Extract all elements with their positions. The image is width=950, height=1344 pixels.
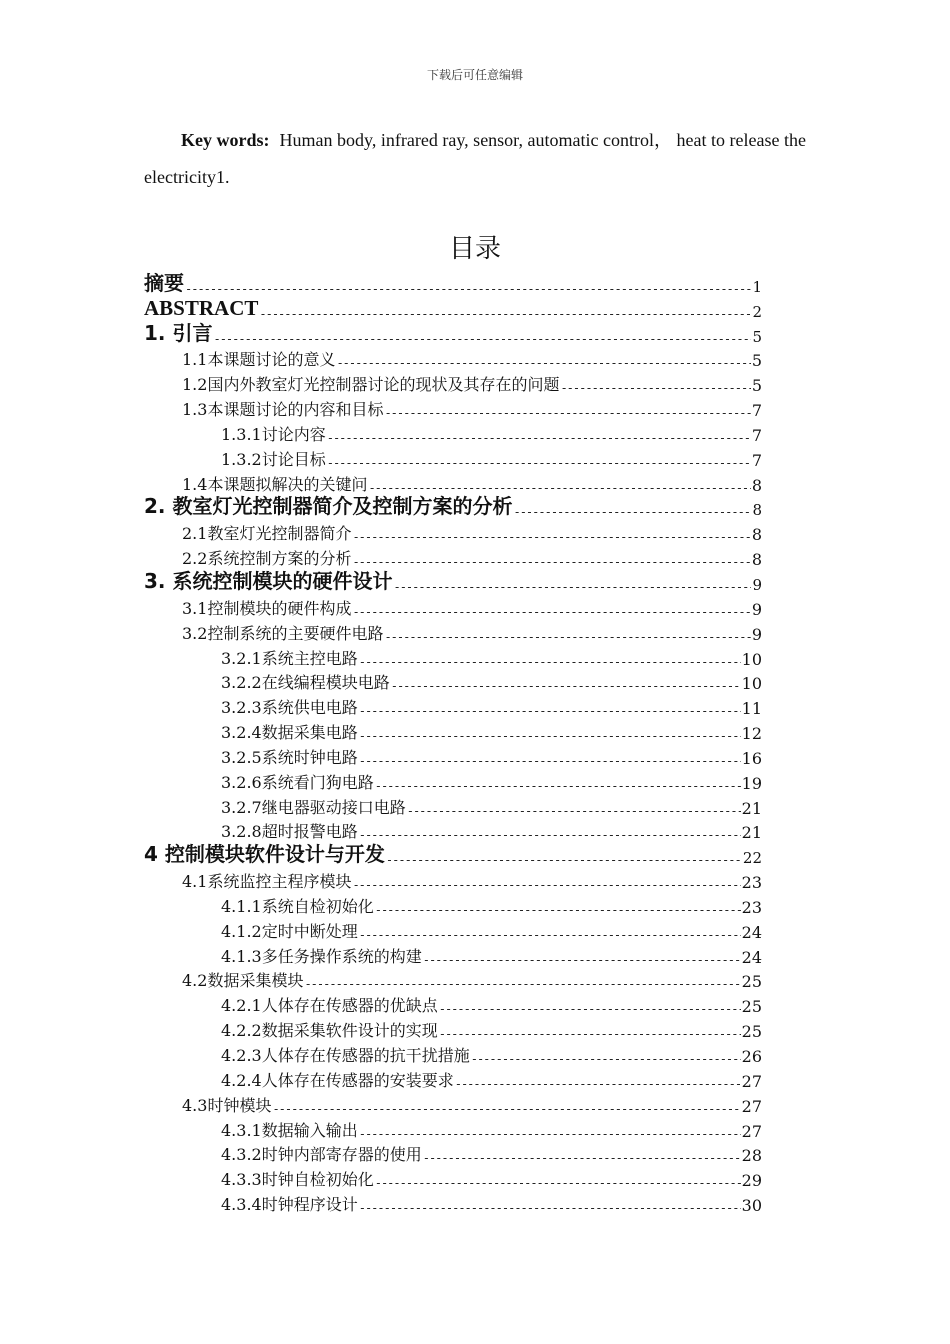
toc-entry-label: 1.1本课题讨论的意义 — [182, 350, 336, 370]
toc-entry-label: 1. 引言 — [144, 320, 213, 345]
toc-entry[interactable] — [144, 842, 762, 867]
toc-entry[interactable] — [144, 644, 762, 669]
toc-leader — [359, 754, 741, 768]
toc-entry-label: 4.3.4时钟程序设计 — [221, 1195, 358, 1215]
toc-entry-label: 3.2.7继电器驱动接口电路 — [221, 797, 406, 817]
toc-entry[interactable] — [144, 693, 762, 718]
toc-entry-label: 4.3.1数据输入输出 — [221, 1120, 358, 1140]
toc-entry-page: 16 — [741, 748, 762, 768]
toc-entry-label: 3.2.3系统供电电路 — [221, 698, 358, 718]
toc-entry-page: 25 — [741, 972, 762, 992]
page-header: 下载后可任意编辑 — [426, 68, 523, 82]
toc-entry[interactable] — [144, 793, 762, 818]
toc-entry-label: 2.1教室灯光控制器简介 — [182, 524, 352, 544]
toc-entry-page: 29 — [741, 1171, 762, 1191]
toc-entry-label: 1.3.1讨论内容 — [221, 424, 326, 444]
toc-entry[interactable] — [144, 967, 762, 992]
toc-entry-page: 25 — [741, 997, 762, 1017]
toc-entry[interactable] — [144, 917, 762, 942]
toc-leader — [336, 356, 750, 370]
toc-entry[interactable] — [144, 619, 762, 644]
toc-entry[interactable] — [144, 867, 762, 892]
toc-leader — [375, 903, 741, 917]
toc-leader — [352, 530, 750, 544]
toc-entry-page: 25 — [741, 1022, 762, 1042]
toc-leader — [359, 1201, 741, 1215]
toc-leader — [359, 1127, 741, 1141]
toc-entry-page: 5 — [752, 327, 762, 346]
toc-leader — [439, 1027, 741, 1041]
toc-entry-label: 摘要 — [144, 271, 184, 295]
toc-leader — [185, 282, 751, 296]
toc-leader — [359, 729, 741, 743]
toc-leader — [368, 481, 750, 495]
toc-leader — [384, 630, 750, 644]
toc-leader — [560, 381, 750, 395]
toc-entry[interactable] — [144, 669, 762, 694]
toc-entry[interactable] — [144, 1165, 762, 1190]
toc-entry[interactable] — [144, 1041, 762, 1066]
toc-entry-page: 28 — [741, 1146, 762, 1166]
toc-leader — [455, 1077, 741, 1091]
toc-entry-label: 4.2.1人体存在传感器的优缺点 — [221, 996, 438, 1016]
toc-entry[interactable] — [144, 519, 762, 544]
toc-entry-page: 7 — [751, 450, 762, 470]
toc-leader — [359, 704, 741, 718]
toc-entry-label: 4.2.3人体存在传感器的抗干扰措施 — [221, 1046, 470, 1065]
toc-entry[interactable] — [144, 544, 762, 569]
keywords-text: Human body, infrared ray, sensor, automatic control， heat to release the electricity1. — [144, 130, 806, 187]
toc-title: 目录 — [448, 234, 501, 264]
toc-entry[interactable] — [144, 991, 762, 1016]
toc-entry-label: 4.2.4人体存在传感器的安装要求 — [221, 1070, 454, 1090]
toc-entry-label: 1.3.2讨论目标 — [221, 449, 326, 469]
toc-entry-page: 8 — [751, 475, 762, 495]
toc-entry-page: 27 — [741, 1071, 762, 1091]
toc-entry-label: 3.2.2在线编程模块电路 — [221, 673, 390, 693]
toc-entry-page: 8 — [751, 525, 762, 545]
toc-entry[interactable] — [144, 594, 762, 619]
toc-leader — [352, 878, 740, 892]
toc-leader — [304, 977, 740, 991]
toc-leader — [352, 555, 750, 569]
toc-leader — [359, 828, 741, 842]
toc-entry-page: 26 — [741, 1047, 762, 1066]
toc-entry-label: 4.1.1系统自检初始化 — [221, 896, 374, 916]
toc-entry[interactable] — [144, 818, 762, 843]
toc-entry-label: 4.3时钟模块 — [182, 1095, 272, 1115]
toc-entry-label: 4 控制模块软件设计与开发 — [144, 842, 385, 867]
toc-leader — [352, 605, 750, 619]
toc-entry-label: 4.1.3多任务操作系统的构建 — [221, 946, 422, 966]
toc-leader — [213, 332, 751, 346]
toc-entry-label: 4.3.3时钟自检初始化 — [221, 1170, 374, 1190]
toc-entry-page: 23 — [741, 873, 762, 893]
toc-entry-label: 4.2数据采集模块 — [182, 971, 304, 991]
toc-leader — [423, 953, 741, 967]
toc-entry-label: 2.2系统控制方案的分析 — [182, 549, 352, 569]
toc-entry[interactable] — [144, 495, 762, 520]
toc-leader — [513, 505, 751, 519]
toc-entry-label: 3. 系统控制模块的硬件设计 — [144, 569, 393, 593]
toc-entry[interactable] — [144, 718, 762, 743]
toc-entry[interactable] — [144, 321, 762, 346]
toc-entry-page: 7 — [751, 401, 762, 421]
toc-entry-page: 27 — [741, 1121, 762, 1141]
toc-entry-label: 3.2控制系统的主要硬件电路 — [182, 623, 384, 643]
keywords-paragraph — [144, 122, 806, 196]
toc-entry-page: 5 — [751, 351, 762, 371]
toc-entry-label: ABSTRACT — [144, 295, 259, 320]
toc-entry-label: 1.4本课题拟解决的关键问 — [182, 474, 368, 494]
toc-entry-label: 3.1控制模块的硬件构成 — [182, 598, 352, 618]
toc-leader — [407, 804, 741, 818]
table-of-contents — [144, 271, 762, 1215]
toc-leader — [391, 679, 741, 693]
toc-entry-label: 3.2.4数据采集电路 — [221, 723, 358, 743]
toc-leader — [386, 853, 742, 867]
toc-entry-label: 3.2.1系统主控电路 — [221, 648, 358, 668]
toc-entry[interactable] — [144, 1190, 762, 1215]
toc-leader — [375, 1176, 741, 1190]
toc-entry-page: 10 — [741, 674, 762, 694]
toc-entry[interactable] — [144, 271, 762, 296]
toc-leader — [423, 1151, 741, 1165]
toc-leader — [359, 655, 741, 669]
toc-entry-label: 4.1系统监控主程序模块 — [182, 872, 352, 892]
toc-leader — [259, 307, 751, 321]
toc-entry-page: 22 — [742, 849, 762, 868]
toc-entry[interactable] — [144, 1091, 762, 1116]
toc-entry-label: 3.2.5系统时钟电路 — [221, 747, 358, 767]
toc-entry-page: 30 — [741, 1196, 762, 1216]
toc-entry-page: 8 — [752, 501, 762, 520]
toc-entry-page: 8 — [751, 550, 762, 570]
toc-entry[interactable] — [144, 1016, 762, 1041]
toc-leader — [327, 431, 751, 445]
toc-entry-page: 2 — [752, 302, 762, 321]
toc-entry[interactable] — [144, 743, 762, 768]
toc-entry[interactable] — [144, 1141, 762, 1166]
toc-entry-label: 4.3.2时钟内部寄存器的使用 — [221, 1145, 422, 1165]
toc-leader — [393, 580, 751, 594]
toc-entry-page: 23 — [741, 897, 762, 917]
toc-entry-page: 24 — [741, 947, 762, 967]
toc-entry[interactable] — [144, 395, 762, 420]
toc-entry-page: 10 — [741, 649, 762, 669]
toc-entry-page: 5 — [751, 376, 762, 396]
toc-leader — [327, 456, 751, 470]
toc-entry-page: 9 — [751, 624, 762, 644]
toc-entry-label: 2. 教室灯光控制器简介及控制方案的分析 — [144, 494, 513, 519]
toc-leader — [439, 1002, 741, 1016]
toc-entry-page: 7 — [751, 425, 762, 445]
toc-leader — [272, 1102, 740, 1116]
toc-entry[interactable] — [144, 942, 762, 967]
toc-entry-page: 24 — [741, 922, 762, 942]
toc-entry-label: 4.1.2定时中断处理 — [221, 921, 358, 941]
toc-entry[interactable] — [144, 296, 762, 321]
toc-entry-page: 1 — [752, 277, 762, 296]
toc-entry-page: 12 — [741, 724, 762, 744]
toc-leader — [359, 928, 741, 942]
toc-entry-label: 3.2.6系统看门狗电路 — [221, 772, 374, 792]
toc-leader — [375, 779, 741, 793]
toc-entry-label: 4.2.2数据采集软件设计的实现 — [221, 1021, 438, 1041]
toc-entry[interactable] — [144, 892, 762, 917]
toc-entry[interactable] — [144, 1116, 762, 1141]
toc-entry[interactable] — [144, 346, 762, 371]
toc-entry-page: 21 — [741, 798, 762, 818]
toc-entry-page: 19 — [741, 773, 762, 793]
toc-entry-label: 1.2国内外教室灯光控制器讨论的现状及其存在的问题 — [182, 375, 560, 395]
toc-entry-page: 21 — [741, 823, 762, 843]
toc-entry-label: 3.2.8超时报警电路 — [221, 822, 358, 842]
toc-entry[interactable] — [144, 370, 762, 395]
toc-entry-page: 11 — [741, 699, 762, 719]
keywords-label: Key words: — [181, 130, 270, 150]
toc-entry-label: 1.3本课题讨论的内容和目标 — [182, 400, 384, 420]
toc-entry[interactable] — [144, 445, 762, 470]
toc-entry-page: 9 — [751, 599, 762, 619]
toc-entry[interactable] — [144, 1066, 762, 1091]
toc-entry[interactable] — [144, 420, 762, 445]
toc-entry[interactable] — [144, 569, 762, 594]
toc-entry-page: 9 — [752, 575, 762, 594]
toc-entry-page: 27 — [741, 1096, 762, 1116]
toc-leader — [471, 1052, 741, 1066]
toc-entry[interactable] — [144, 470, 762, 495]
toc-leader — [384, 406, 750, 420]
toc-entry[interactable] — [144, 768, 762, 793]
